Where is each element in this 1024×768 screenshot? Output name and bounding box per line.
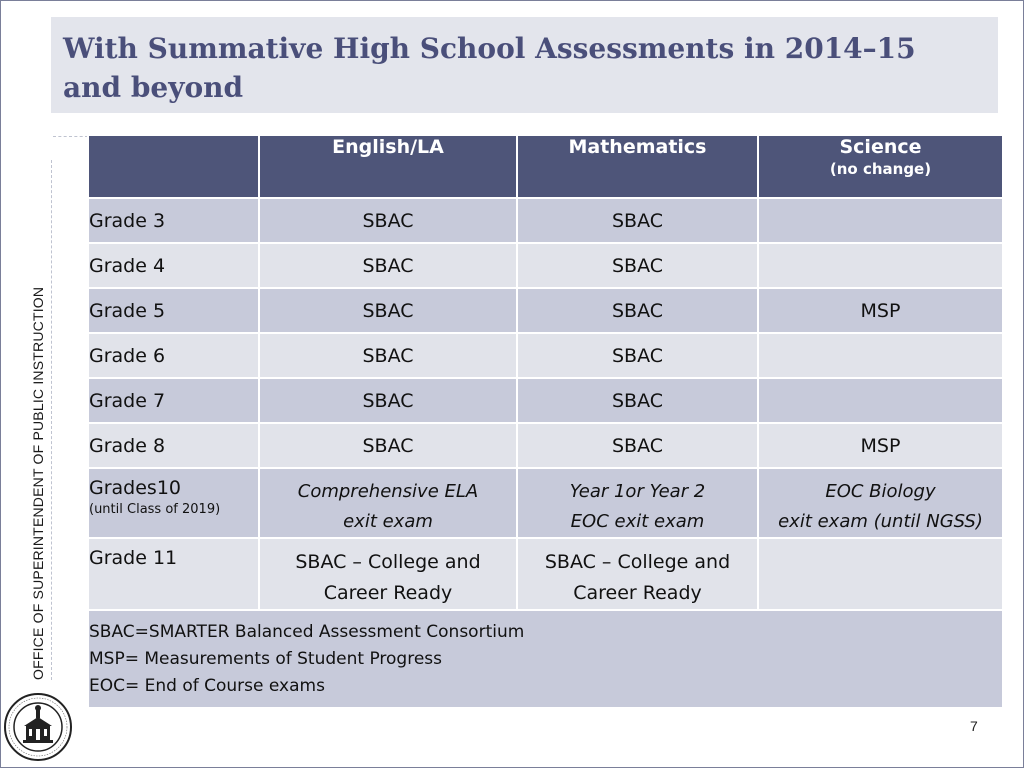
science-cell: MSP (758, 423, 1003, 468)
table-row (88, 468, 1003, 538)
ela-cell: SBAC (259, 423, 517, 468)
header-label: Science (839, 136, 922, 158)
header-sublabel: (no change) (829, 160, 932, 178)
ela-cell: SBAC (259, 198, 517, 243)
math-cell: SBAC (517, 243, 758, 288)
grade-cell: Grade 3 (88, 198, 259, 243)
title-box (51, 17, 998, 113)
notes-row (88, 610, 1003, 708)
ela-cell: SBAC (259, 378, 517, 423)
header-cell-grade (88, 135, 259, 198)
science-cell (758, 333, 1003, 378)
ela-cell (259, 538, 517, 610)
science-cell (758, 243, 1003, 288)
table-row (88, 423, 1003, 468)
cell-line: Comprehensive ELA (297, 481, 479, 502)
ela-cell: SBAC (259, 243, 517, 288)
header-cell-ela (259, 135, 517, 198)
grade-label: Grades10 (89, 477, 182, 499)
note-line: SBAC=SMARTER Balanced Assessment Consortium (89, 621, 525, 642)
grade-sublabel: (until Class of 2019) (89, 502, 221, 517)
math-cell: SBAC (517, 333, 758, 378)
table-row (88, 538, 1003, 610)
table-row (88, 288, 1003, 333)
sidebar-organization-text: OFFICE OF SUPERINTENDENT OF PUBLIC INSTRUCTION (30, 286, 46, 680)
dashed-guide-horizontal (53, 136, 88, 137)
cell-line: SBAC – College and (295, 551, 481, 573)
math-cell: SBAC (517, 378, 758, 423)
science-cell: MSP (758, 288, 1003, 333)
science-cell (758, 538, 1003, 610)
cell-line: exit exam (343, 511, 433, 532)
table-row (88, 378, 1003, 423)
grade-cell: Grade 7 (88, 378, 259, 423)
header-cell-math (517, 135, 758, 198)
table-header-row (88, 135, 1003, 198)
note-line: EOC= End of Course exams (89, 675, 325, 696)
header-cell-science (758, 135, 1003, 198)
grade-cell (88, 468, 259, 538)
page-number: 7 (970, 718, 978, 734)
dashed-guide-vertical (51, 160, 52, 680)
science-cell (758, 378, 1003, 423)
assessment-table (87, 134, 1004, 709)
ela-cell: SBAC (259, 288, 517, 333)
science-cell (758, 468, 1003, 538)
slide-title: With Summative High School Assessments in 2014–15 and beyond (63, 32, 916, 104)
math-cell: SBAC (517, 288, 758, 333)
table-row (88, 333, 1003, 378)
note-line: MSP= Measurements of Student Progress (89, 648, 442, 669)
cell-line: EOC exit exam (570, 511, 705, 532)
grade-cell: Grade 5 (88, 288, 259, 333)
math-cell (517, 468, 758, 538)
cell-line: exit exam (until NGSS) (778, 511, 983, 532)
grade-cell: Grade 6 (88, 333, 259, 378)
ela-cell: SBAC (259, 333, 517, 378)
cell-line: SBAC – College and (544, 551, 731, 573)
cell-line: Career Ready (323, 582, 453, 604)
notes-cell (88, 610, 1003, 708)
ospi-seal-icon (3, 692, 73, 762)
cell-line: Career Ready (573, 582, 702, 604)
grade-cell: Grade 4 (88, 243, 259, 288)
cell-line: Year 1or Year 2 (569, 481, 706, 502)
math-cell: SBAC (517, 198, 758, 243)
science-cell (758, 198, 1003, 243)
math-cell: SBAC (517, 423, 758, 468)
grade-cell: Grade 8 (88, 423, 259, 468)
header-label: English/LA (332, 136, 444, 158)
grade-label: Grade 11 (89, 547, 178, 569)
math-cell (517, 538, 758, 610)
ela-cell (259, 468, 517, 538)
table-row (88, 243, 1003, 288)
grade-cell (88, 538, 259, 610)
header-label: Mathematics (568, 136, 707, 158)
table-row (88, 198, 1003, 243)
cell-line: EOC Biology (825, 481, 936, 502)
